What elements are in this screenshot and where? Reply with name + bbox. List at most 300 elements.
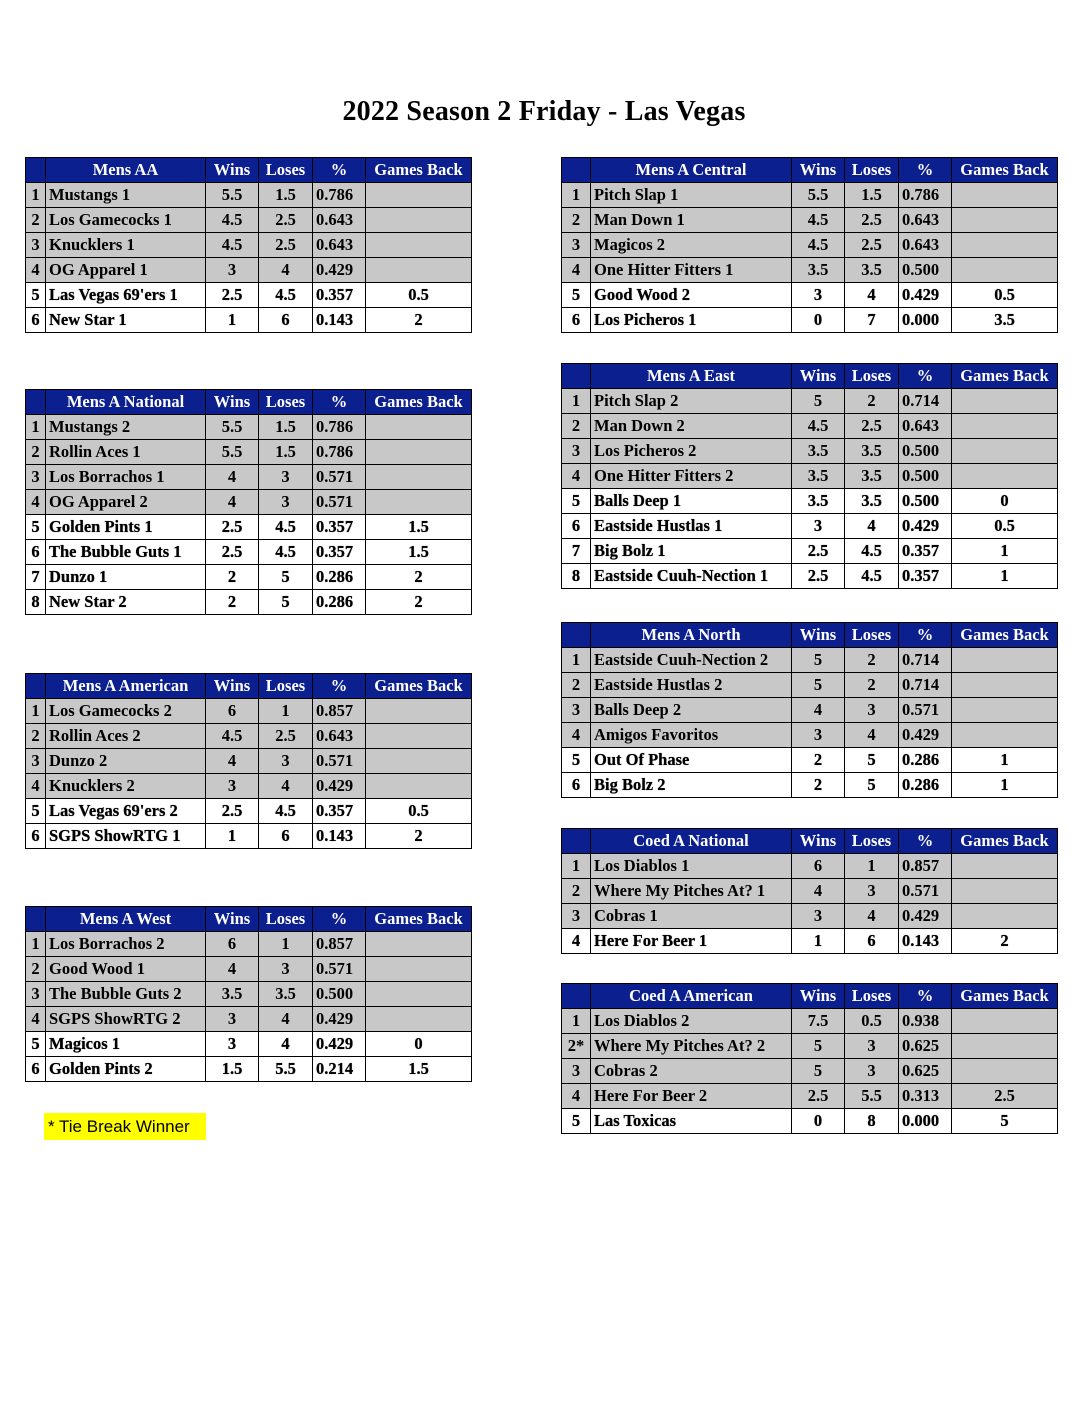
table-row — [562, 748, 1058, 773]
table-header-row — [26, 158, 472, 183]
rank-cell: 6 — [562, 773, 591, 798]
games-back-header: Games Back — [952, 364, 1058, 389]
loses-cell: 3 — [259, 749, 313, 774]
header-spacer — [26, 390, 46, 415]
pct-cell: 0.625 — [899, 1059, 952, 1084]
wins-cell: 6 — [206, 699, 259, 724]
table-row — [26, 774, 472, 799]
rank-cell: 2 — [562, 673, 591, 698]
team-name: Knucklers 2 — [46, 774, 206, 799]
table-row — [562, 1034, 1058, 1059]
standings-table-mens-aa — [25, 157, 472, 333]
pct-cell: 0.786 — [313, 440, 366, 465]
wins-cell: 2.5 — [792, 1084, 845, 1109]
header-spacer — [562, 364, 591, 389]
games-back-cell: 0.5 — [366, 283, 472, 308]
standings-table-mens-a-east — [561, 363, 1058, 589]
games-back-cell — [366, 490, 472, 515]
loses-cell: 2.5 — [845, 233, 899, 258]
table-row — [562, 723, 1058, 748]
pct-cell: 0.643 — [313, 724, 366, 749]
rank-cell: 3 — [562, 904, 591, 929]
games-back-header: Games Back — [366, 158, 472, 183]
pct-cell: 0.714 — [899, 648, 952, 673]
wins-cell: 2.5 — [206, 515, 259, 540]
table-row — [562, 773, 1058, 798]
team-name: Dunzo 2 — [46, 749, 206, 774]
wins-cell: 4 — [206, 490, 259, 515]
rank-cell: 8 — [562, 564, 591, 589]
loses-cell: 1 — [259, 699, 313, 724]
wins-cell: 4.5 — [206, 233, 259, 258]
team-name: Los Diablos 1 — [591, 854, 792, 879]
games-back-header: Games Back — [366, 907, 472, 932]
games-back-cell: 1.5 — [366, 515, 472, 540]
wins-cell: 5 — [792, 673, 845, 698]
wins-cell: 3 — [206, 258, 259, 283]
rank-cell: 6 — [562, 308, 591, 333]
wins-cell: 3.5 — [792, 489, 845, 514]
games-back-cell — [366, 724, 472, 749]
rank-cell: 5 — [562, 489, 591, 514]
games-back-cell — [952, 183, 1058, 208]
team-name: Los Gamecocks 1 — [46, 208, 206, 233]
table-header-row — [26, 907, 472, 932]
games-back-cell — [952, 464, 1058, 489]
rank-cell: 3 — [562, 698, 591, 723]
pct-header: % — [899, 158, 952, 183]
team-name: Los Borrachos 1 — [46, 465, 206, 490]
team-name: Here For Beer 1 — [591, 929, 792, 954]
pct-cell: 0.643 — [899, 208, 952, 233]
loses-cell: 8 — [845, 1109, 899, 1134]
pct-cell: 0.429 — [899, 723, 952, 748]
wins-cell: 3 — [792, 723, 845, 748]
games-back-cell: 1.5 — [366, 540, 472, 565]
team-name: Golden Pints 1 — [46, 515, 206, 540]
table-header-row — [562, 984, 1058, 1009]
games-back-header: Games Back — [952, 623, 1058, 648]
standings-table-mens-a-central — [561, 157, 1058, 333]
loses-cell: 1 — [845, 854, 899, 879]
loses-header: Loses — [845, 829, 899, 854]
table-row — [26, 799, 472, 824]
pct-cell: 0.786 — [313, 415, 366, 440]
games-back-cell — [952, 258, 1058, 283]
table-header-row — [562, 623, 1058, 648]
loses-cell: 3 — [845, 698, 899, 723]
pct-cell: 0.625 — [899, 1034, 952, 1059]
loses-cell: 5 — [845, 773, 899, 798]
pct-cell: 0.143 — [313, 308, 366, 333]
team-name: Where My Pitches At? 1 — [591, 879, 792, 904]
wins-header: Wins — [206, 158, 259, 183]
table-header-row — [562, 364, 1058, 389]
pct-cell: 0.143 — [313, 824, 366, 849]
games-back-cell — [366, 258, 472, 283]
loses-cell: 3.5 — [845, 464, 899, 489]
wins-cell: 1.5 — [206, 1057, 259, 1082]
loses-cell: 4.5 — [259, 515, 313, 540]
rank-cell: 6 — [26, 308, 46, 333]
table-row — [562, 414, 1058, 439]
rank-cell: 3 — [562, 233, 591, 258]
rank-cell: 5 — [26, 1032, 46, 1057]
games-back-cell — [952, 1059, 1058, 1084]
wins-cell: 2.5 — [206, 540, 259, 565]
table-row — [562, 698, 1058, 723]
table-row — [562, 183, 1058, 208]
team-name: SGPS ShowRTG 1 — [46, 824, 206, 849]
wins-cell: 4.5 — [206, 724, 259, 749]
loses-cell: 3.5 — [845, 489, 899, 514]
wins-header: Wins — [792, 984, 845, 1009]
wins-header: Wins — [792, 158, 845, 183]
games-back-cell — [952, 673, 1058, 698]
team-name: Rollin Aces 2 — [46, 724, 206, 749]
division-name: Mens A American — [46, 674, 206, 699]
loses-cell: 4 — [259, 1032, 313, 1057]
table-header-row — [562, 158, 1058, 183]
games-back-cell — [952, 648, 1058, 673]
loses-cell: 4 — [845, 904, 899, 929]
wins-cell: 3 — [206, 774, 259, 799]
division-name: Mens A East — [591, 364, 792, 389]
team-name: Magicos 2 — [591, 233, 792, 258]
pct-cell: 0.286 — [313, 590, 366, 615]
loses-cell: 3 — [259, 490, 313, 515]
wins-cell: 6 — [206, 932, 259, 957]
wins-cell: 6 — [792, 854, 845, 879]
games-back-cell — [952, 233, 1058, 258]
pct-cell: 0.571 — [899, 698, 952, 723]
loses-header: Loses — [259, 674, 313, 699]
games-back-cell: 2 — [366, 824, 472, 849]
table-row — [562, 564, 1058, 589]
wins-header: Wins — [206, 674, 259, 699]
wins-cell: 3.5 — [792, 258, 845, 283]
team-name: Cobras 1 — [591, 904, 792, 929]
table-row — [26, 258, 472, 283]
loses-cell: 2.5 — [845, 208, 899, 233]
games-back-cell — [366, 208, 472, 233]
table-row — [26, 308, 472, 333]
rank-cell: 4 — [562, 723, 591, 748]
rank-cell: 4 — [562, 929, 591, 954]
team-name: The Bubble Guts 2 — [46, 982, 206, 1007]
rank-cell: 1 — [26, 932, 46, 957]
team-name: Golden Pints 2 — [46, 1057, 206, 1082]
rank-cell: 5 — [26, 799, 46, 824]
table-row — [26, 515, 472, 540]
table-row — [562, 258, 1058, 283]
games-back-cell — [366, 1007, 472, 1032]
pct-cell: 0.857 — [313, 932, 366, 957]
wins-cell: 5.5 — [206, 440, 259, 465]
team-name: Los Gamecocks 2 — [46, 699, 206, 724]
games-back-cell — [366, 415, 472, 440]
wins-cell: 3.5 — [206, 982, 259, 1007]
rank-cell: 2 — [26, 957, 46, 982]
team-name: Eastside Hustlas 2 — [591, 673, 792, 698]
games-back-cell — [952, 439, 1058, 464]
games-back-cell — [952, 1034, 1058, 1059]
loses-header: Loses — [845, 364, 899, 389]
rank-cell: 4 — [562, 258, 591, 283]
team-name: Big Bolz 1 — [591, 539, 792, 564]
wins-cell: 2.5 — [792, 564, 845, 589]
header-spacer — [562, 623, 591, 648]
games-back-cell: 2 — [366, 565, 472, 590]
games-back-cell: 3.5 — [952, 308, 1058, 333]
games-back-cell — [366, 233, 472, 258]
games-back-cell — [952, 879, 1058, 904]
games-back-cell: 2 — [366, 308, 472, 333]
wins-cell: 3 — [206, 1007, 259, 1032]
wins-cell: 1 — [206, 308, 259, 333]
games-back-cell: 2 — [366, 590, 472, 615]
games-back-cell — [952, 208, 1058, 233]
pct-cell: 0.571 — [313, 749, 366, 774]
division-name: Mens AA — [46, 158, 206, 183]
wins-cell: 1 — [206, 824, 259, 849]
rank-cell: 6 — [26, 824, 46, 849]
loses-cell: 2 — [845, 389, 899, 414]
table-row — [562, 904, 1058, 929]
table-row — [562, 283, 1058, 308]
games-back-cell: 0.5 — [952, 514, 1058, 539]
games-back-cell — [366, 183, 472, 208]
team-name: SGPS ShowRTG 2 — [46, 1007, 206, 1032]
table-header-row — [26, 390, 472, 415]
table-row — [26, 1032, 472, 1057]
loses-cell: 3 — [845, 879, 899, 904]
pct-cell: 0.500 — [313, 982, 366, 1007]
pct-cell: 0.357 — [313, 515, 366, 540]
loses-cell: 6 — [259, 308, 313, 333]
rank-cell: 3 — [26, 233, 46, 258]
rank-cell: 2 — [562, 414, 591, 439]
wins-cell: 5.5 — [206, 183, 259, 208]
wins-cell: 4 — [792, 879, 845, 904]
loses-header: Loses — [845, 623, 899, 648]
team-name: Las Vegas 69'ers 2 — [46, 799, 206, 824]
team-name: Los Picheros 2 — [591, 439, 792, 464]
rank-cell: 4 — [26, 774, 46, 799]
team-name: Las Toxicas — [591, 1109, 792, 1134]
team-name: Eastside Cuuh-Nection 2 — [591, 648, 792, 673]
rank-cell: 5 — [562, 1109, 591, 1134]
rank-cell: 1 — [562, 648, 591, 673]
team-name: Here For Beer 2 — [591, 1084, 792, 1109]
table-row — [562, 1109, 1058, 1134]
games-back-cell: 1 — [952, 773, 1058, 798]
games-back-header: Games Back — [366, 674, 472, 699]
wins-cell: 2.5 — [792, 539, 845, 564]
games-back-cell — [366, 932, 472, 957]
table-row — [562, 514, 1058, 539]
rank-cell: 4 — [562, 1084, 591, 1109]
loses-cell: 2.5 — [259, 233, 313, 258]
team-name: One Hitter Fitters 1 — [591, 258, 792, 283]
rank-cell: 7 — [26, 565, 46, 590]
rank-cell: 1 — [26, 415, 46, 440]
loses-cell: 3.5 — [259, 982, 313, 1007]
pct-cell: 0.357 — [313, 283, 366, 308]
table-row — [562, 489, 1058, 514]
rank-cell: 8 — [26, 590, 46, 615]
team-name: Good Wood 2 — [591, 283, 792, 308]
pct-header: % — [313, 390, 366, 415]
games-back-header: Games Back — [952, 158, 1058, 183]
standings-table-coed-a-american — [561, 983, 1058, 1134]
table-row — [26, 415, 472, 440]
loses-cell: 4 — [259, 774, 313, 799]
division-name: Mens A North — [591, 623, 792, 648]
table-row — [26, 490, 472, 515]
pct-cell: 0.786 — [313, 183, 366, 208]
loses-cell: 1.5 — [845, 183, 899, 208]
team-name: Good Wood 1 — [46, 957, 206, 982]
games-back-cell — [952, 1009, 1058, 1034]
wins-cell: 3 — [792, 283, 845, 308]
wins-cell: 5 — [792, 389, 845, 414]
wins-cell: 3 — [792, 904, 845, 929]
rank-cell: 1 — [26, 183, 46, 208]
pct-cell: 0.643 — [899, 414, 952, 439]
team-name: Dunzo 1 — [46, 565, 206, 590]
pct-cell: 0.214 — [313, 1057, 366, 1082]
table-row — [26, 465, 472, 490]
games-back-cell: 1 — [952, 748, 1058, 773]
rank-cell: 1 — [562, 389, 591, 414]
wins-cell: 5 — [792, 1034, 845, 1059]
rank-cell: 2 — [26, 440, 46, 465]
rank-cell: 4 — [26, 1007, 46, 1032]
team-name: OG Apparel 2 — [46, 490, 206, 515]
table-row — [26, 540, 472, 565]
team-name: Magicos 1 — [46, 1032, 206, 1057]
pct-cell: 0.429 — [899, 514, 952, 539]
table-row — [26, 749, 472, 774]
games-back-cell — [366, 699, 472, 724]
page-title: 2022 Season 2 Friday - Las Vegas — [342, 96, 746, 127]
pct-cell: 0.357 — [899, 564, 952, 589]
loses-header: Loses — [845, 984, 899, 1009]
games-back-cell: 0 — [366, 1032, 472, 1057]
pct-cell: 0.429 — [313, 1007, 366, 1032]
loses-cell: 4 — [845, 283, 899, 308]
standings-table-mens-a-north — [561, 622, 1058, 798]
pct-cell: 0.357 — [313, 540, 366, 565]
table-row — [562, 929, 1058, 954]
loses-cell: 5 — [259, 565, 313, 590]
rank-cell: 2* — [562, 1034, 591, 1059]
games-back-cell: 2 — [952, 929, 1058, 954]
team-name: OG Apparel 1 — [46, 258, 206, 283]
pct-cell: 0.429 — [899, 283, 952, 308]
games-back-cell — [366, 957, 472, 982]
pct-cell: 0.714 — [899, 389, 952, 414]
header-spacer — [562, 984, 591, 1009]
loses-cell: 2.5 — [259, 208, 313, 233]
games-back-cell — [952, 904, 1058, 929]
table-row — [26, 932, 472, 957]
wins-header: Wins — [206, 907, 259, 932]
table-row — [26, 982, 472, 1007]
wins-header: Wins — [792, 364, 845, 389]
team-name: New Star 2 — [46, 590, 206, 615]
loses-cell: 5.5 — [259, 1057, 313, 1082]
loses-cell: 0.5 — [845, 1009, 899, 1034]
rank-cell: 6 — [562, 514, 591, 539]
rank-cell: 5 — [26, 283, 46, 308]
header-spacer — [562, 829, 591, 854]
games-back-cell — [366, 465, 472, 490]
loses-header: Loses — [845, 158, 899, 183]
team-name: Los Picheros 1 — [591, 308, 792, 333]
pct-cell: 0.643 — [899, 233, 952, 258]
games-back-cell: 0.5 — [366, 799, 472, 824]
wins-cell: 4 — [792, 698, 845, 723]
pct-cell: 0.313 — [899, 1084, 952, 1109]
wins-cell: 2.5 — [206, 799, 259, 824]
rank-cell: 3 — [26, 465, 46, 490]
rank-cell: 4 — [562, 464, 591, 489]
rank-cell: 3 — [562, 439, 591, 464]
pct-cell: 0.429 — [313, 774, 366, 799]
rank-cell: 2 — [562, 208, 591, 233]
loses-header: Loses — [259, 907, 313, 932]
table-row — [562, 648, 1058, 673]
team-name: Mustangs 1 — [46, 183, 206, 208]
loses-cell: 5 — [845, 748, 899, 773]
wins-cell: 4.5 — [792, 414, 845, 439]
games-back-cell: 0.5 — [952, 283, 1058, 308]
rank-cell: 5 — [26, 515, 46, 540]
loses-header: Loses — [259, 158, 313, 183]
pct-header: % — [899, 364, 952, 389]
loses-cell: 3 — [259, 957, 313, 982]
division-name: Mens A National — [46, 390, 206, 415]
pct-cell: 0.143 — [899, 929, 952, 954]
pct-cell: 0.357 — [899, 539, 952, 564]
pct-header: % — [313, 907, 366, 932]
pct-cell: 0.500 — [899, 489, 952, 514]
rank-cell: 7 — [562, 539, 591, 564]
games-back-cell: 1 — [952, 564, 1058, 589]
table-row — [26, 283, 472, 308]
pct-cell: 0.429 — [313, 1032, 366, 1057]
table-row — [562, 464, 1058, 489]
pct-cell: 0.286 — [899, 773, 952, 798]
pct-header: % — [313, 674, 366, 699]
loses-cell: 2 — [845, 673, 899, 698]
table-row — [562, 308, 1058, 333]
loses-cell: 3 — [845, 1059, 899, 1084]
rank-cell: 3 — [26, 982, 46, 1007]
games-back-cell — [366, 774, 472, 799]
loses-cell: 2.5 — [845, 414, 899, 439]
wins-cell: 3.5 — [792, 464, 845, 489]
rank-cell: 4 — [26, 258, 46, 283]
games-back-cell: 2.5 — [952, 1084, 1058, 1109]
loses-cell: 1.5 — [259, 415, 313, 440]
rank-cell: 1 — [562, 183, 591, 208]
wins-cell: 4.5 — [792, 233, 845, 258]
team-name: Man Down 1 — [591, 208, 792, 233]
games-back-cell — [952, 854, 1058, 879]
